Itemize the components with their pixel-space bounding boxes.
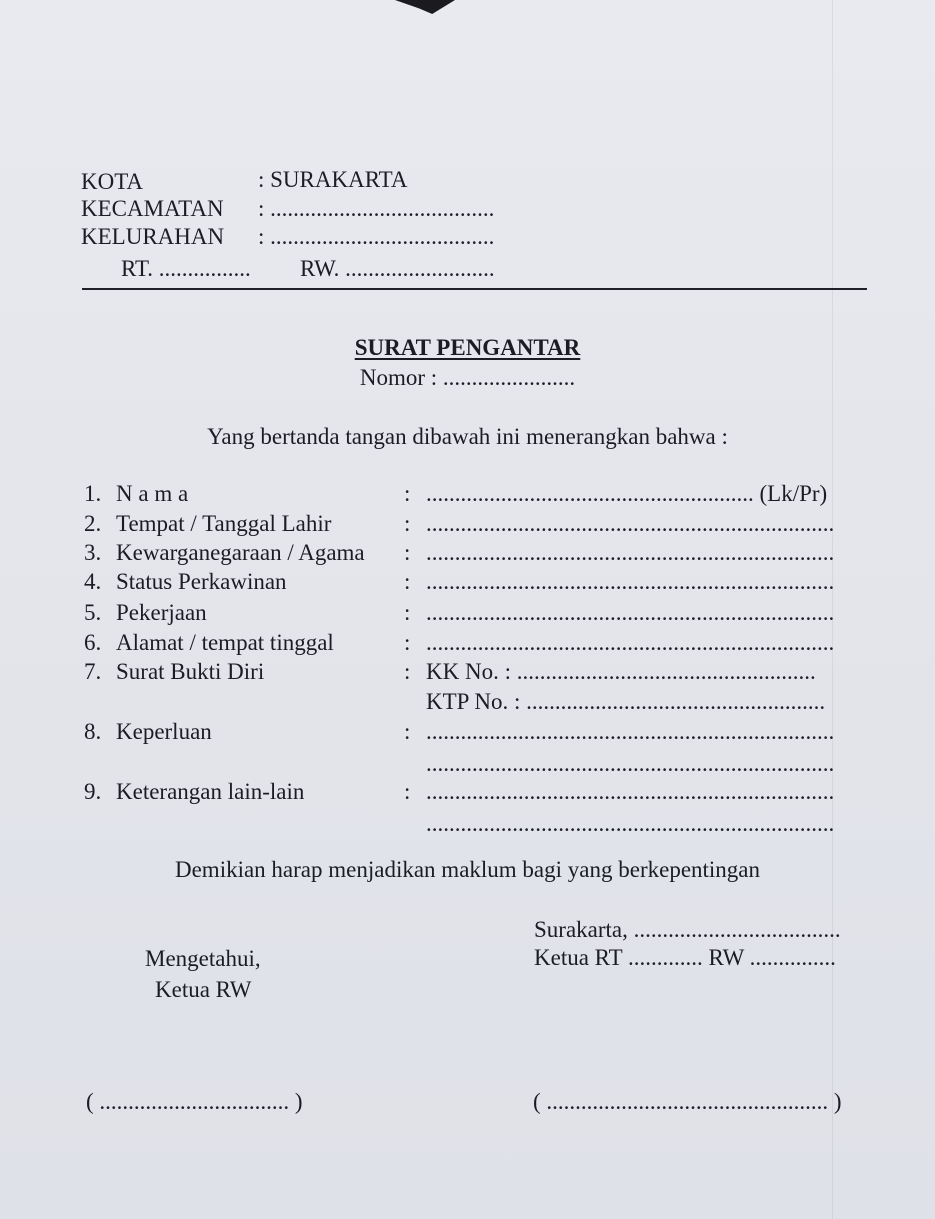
rw-signature-line: ( ................................. ) xyxy=(86,1089,303,1114)
field-num-2: 2. xyxy=(84,511,102,536)
field-colon: : xyxy=(404,600,411,625)
field-num-6: 6. xyxy=(84,630,102,655)
kota-label: KOTA xyxy=(81,169,144,194)
field-label-status: Status Perkawinan xyxy=(116,569,287,594)
place-date: Surakarta, .................................... xyxy=(534,917,841,942)
field-value-status: ....................................................................... xyxy=(426,569,835,594)
field-num-5: 5. xyxy=(84,600,102,625)
rt-signature-line: ( ................................................. ) xyxy=(533,1089,842,1114)
field-value-alamat: ....................................................................... xyxy=(426,630,835,655)
field-colon: : xyxy=(404,569,411,594)
field-num-1: 1. xyxy=(84,481,102,506)
field-label-tempat-lahir: Tempat / Tanggal Lahir xyxy=(116,511,332,536)
field-value-pekerjaan: ....................................................................... xyxy=(426,600,835,625)
field-value-keperluan: ....................................................................... xyxy=(426,719,835,744)
field-label-alamat: Alamat / tempat tinggal xyxy=(116,630,334,655)
kecamatan-label: KECAMATAN xyxy=(81,196,224,221)
header-divider xyxy=(82,288,867,290)
closing-text: Demikian harap menjadikan maklum bagi yang berkepentingan xyxy=(174,857,761,882)
field-label-keterangan: Keterangan lain-lain xyxy=(116,779,305,804)
field-value-kewarganegaraan: ....................................................................... xyxy=(426,540,835,565)
field-colon: : xyxy=(404,511,411,536)
field-num-8: 8. xyxy=(84,719,102,744)
kelurahan-value: : ....................................... xyxy=(258,224,495,249)
field-value-keterangan-2: ....................................................................... xyxy=(426,811,835,836)
field-value-ktp: KTP No. : .................................................... xyxy=(426,689,826,714)
mengetahui-label: Mengetahui, xyxy=(145,946,261,971)
rt-field: RT. ................ xyxy=(121,256,251,281)
field-num-4: 4. xyxy=(84,569,102,594)
field-value-tempat-lahir: ....................................................................... xyxy=(426,511,835,536)
field-value-kk: KK No. : .................................................... xyxy=(426,659,816,684)
document-title: SURAT PENGANTAR xyxy=(354,335,581,360)
field-colon: : xyxy=(404,481,411,506)
field-value-keterangan: ....................................................................... xyxy=(426,779,835,804)
field-colon: : xyxy=(404,630,411,655)
field-num-7: 7. xyxy=(84,659,102,684)
torn-edge xyxy=(395,0,455,14)
field-colon: : xyxy=(404,659,411,684)
field-value-nama: ......................................................... (Lk/Pr) xyxy=(426,481,828,506)
field-label-bukti-diri: Surat Bukti Diri xyxy=(116,659,265,684)
field-num-3: 3. xyxy=(84,540,102,565)
kota-value: : SURAKARTA xyxy=(258,167,408,192)
field-colon: : xyxy=(404,540,411,565)
rw-field: RW. .......................... xyxy=(300,256,495,281)
ketua-rw-label: Ketua RW xyxy=(155,977,252,1002)
rt-title: Ketua RT ............. RW ............... xyxy=(534,945,836,970)
document-number: Nomor : ....................... xyxy=(359,365,576,390)
kelurahan-label: KELURAHAN xyxy=(81,224,225,249)
field-colon: : xyxy=(404,779,411,804)
field-num-9: 9. xyxy=(84,779,102,804)
kecamatan-value: : ....................................... xyxy=(258,196,495,221)
intro-text: Yang bertanda tangan dibawah ini menerangkan bahwa : xyxy=(207,424,728,449)
field-value-keperluan-2: ....................................................................... xyxy=(426,751,835,776)
field-label-kewarganegaraan: Kewarganegaraan / Agama xyxy=(116,540,365,565)
field-label-keperluan: Keperluan xyxy=(116,719,212,744)
field-label-nama: N a m a xyxy=(116,481,189,506)
field-label-pekerjaan: Pekerjaan xyxy=(116,600,207,625)
field-colon: : xyxy=(404,719,411,744)
